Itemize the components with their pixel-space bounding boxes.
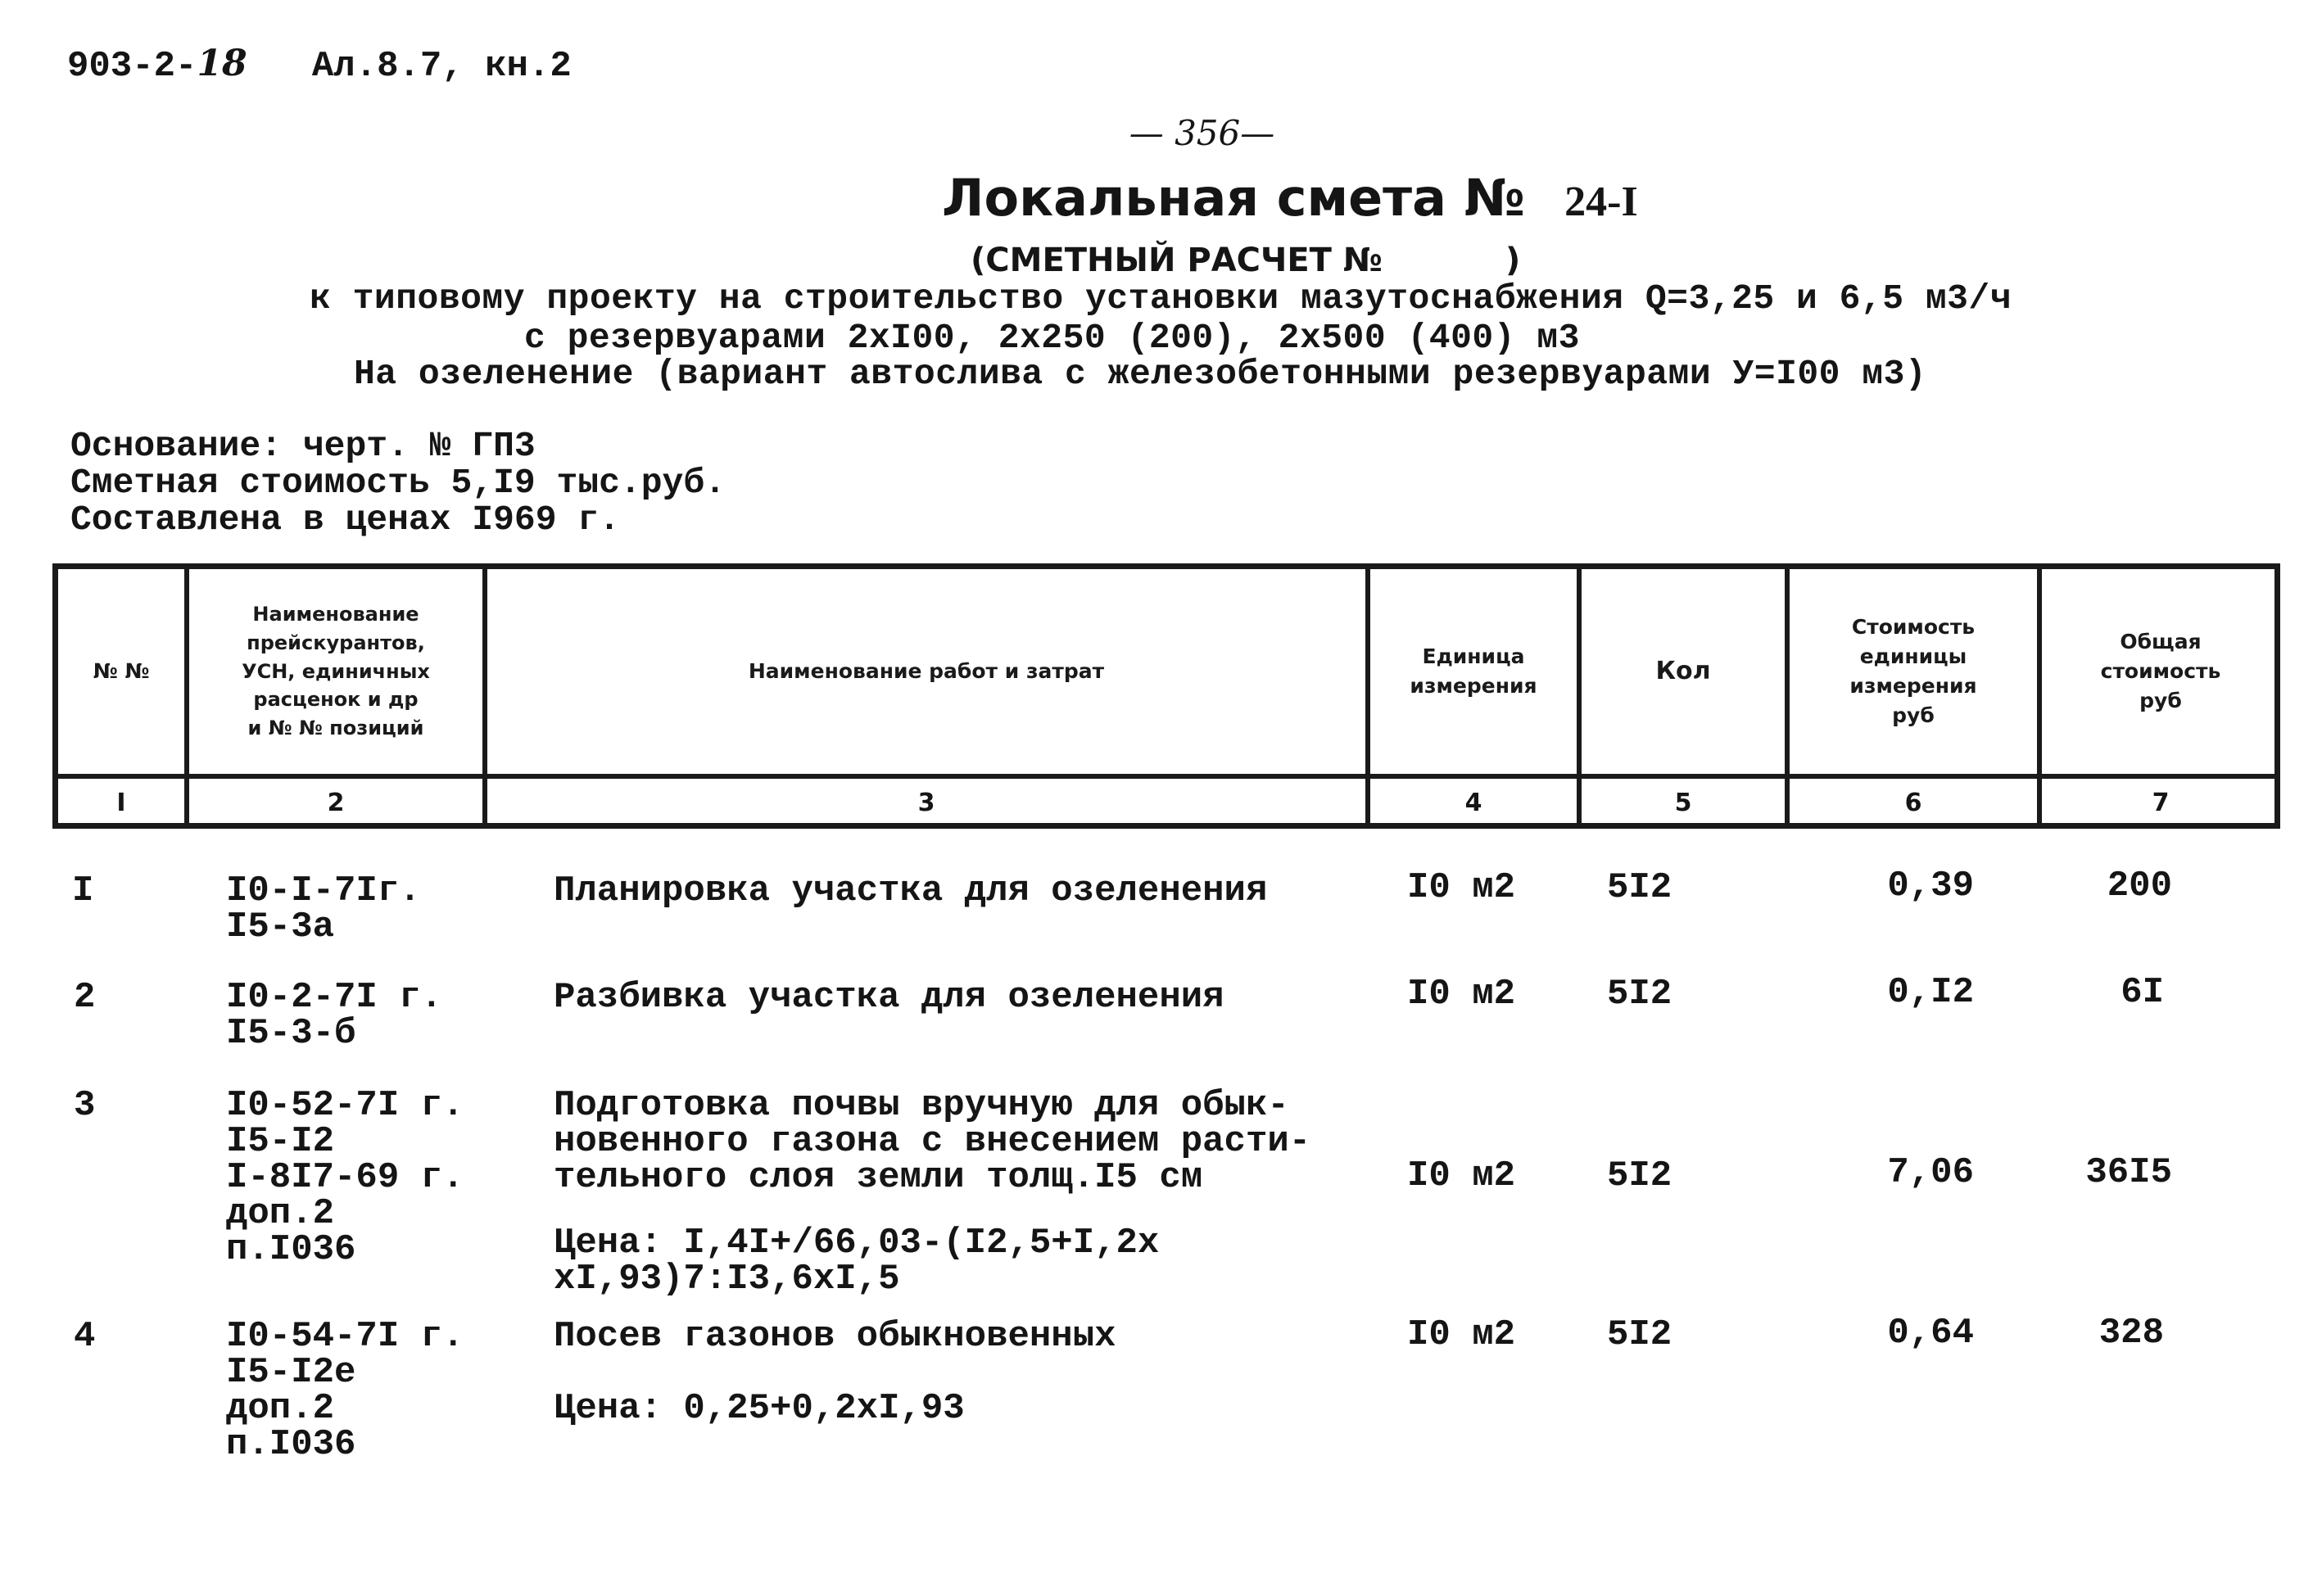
reference-line: п.I036: [226, 1424, 356, 1465]
unit: I0 м2: [1407, 1314, 1516, 1355]
work-name: Разбивка участка для озеленения: [554, 977, 1224, 1018]
quantity: 5I2: [1607, 867, 1672, 908]
unit-cost: 0,64: [1887, 1313, 1974, 1354]
reference-line: I0-52-7I г.: [226, 1085, 464, 1126]
header-unit: Единица измерения: [1410, 644, 1537, 698]
doc-code-handwritten: 18: [197, 43, 247, 84]
estimate-title: [942, 168, 1638, 228]
price-formula: [554, 1223, 1160, 1300]
column-number: 7: [2152, 788, 2170, 817]
row-number: 3: [74, 1085, 96, 1126]
estimate-number: 24-I: [1564, 179, 1638, 225]
price-formula-line: хI,93)7:I3,6хI,5: [554, 1259, 900, 1300]
work-name: Посев газонов обыкновенных: [554, 1316, 1116, 1357]
reference-line: I0-54-7I г.: [226, 1316, 464, 1357]
work-name: Планировка участка для озеленения: [554, 870, 1268, 911]
unit: I0 м2: [1407, 867, 1516, 908]
unit-cost: 0,39: [1887, 866, 1974, 907]
quantity: 5I2: [1607, 1155, 1672, 1196]
estimate-table-header: [52, 563, 2280, 829]
price-reference: [226, 1318, 464, 1463]
reference-line: I0-2-7I г.: [226, 977, 443, 1018]
unit-cost: 0,I2: [1887, 972, 1974, 1013]
column-number: 2: [327, 788, 345, 817]
doc-code-prefix: 903-2-: [67, 46, 197, 87]
quantity: 5I2: [1607, 974, 1672, 1015]
project-line-2: с резервуарами 2хI00, 2х250 (200), 2х500 (400) м3: [524, 318, 1580, 358]
work-name-line: тельного слоя земли толщ.I5 см: [554, 1157, 1203, 1198]
row-number: 4: [74, 1316, 96, 1357]
column-number: I: [116, 788, 126, 817]
price-formula-line: Цена: I,4I+/66,03-(I2,5+I,2х: [554, 1223, 1160, 1264]
column-number: 3: [917, 788, 935, 817]
column-number: 4: [1464, 788, 1482, 817]
subtitle-right: ): [1505, 242, 1521, 279]
price-reference: [226, 1087, 464, 1268]
reference-line: п.I036: [226, 1229, 356, 1270]
unit-cost: 7,06: [1887, 1152, 1974, 1193]
reference-line: I5-I2: [226, 1121, 335, 1162]
subtitle-left: (СМЕТНЫЙ РАСЧЕТ №: [971, 242, 1383, 279]
row-number: I: [72, 870, 94, 911]
header-number: № №: [93, 658, 150, 683]
header-quantity: Кол: [1655, 657, 1711, 686]
quantity: 5I2: [1607, 1314, 1672, 1355]
column-number: 5: [1674, 788, 1692, 817]
price-reference: [226, 977, 443, 1054]
reference-line: I5-3-б: [226, 1013, 356, 1054]
unit: I0 м2: [1407, 1155, 1516, 1196]
row-number: 2: [74, 977, 96, 1018]
total-cost: 6I: [2121, 972, 2164, 1013]
work-name-line: Подготовка почвы вручную для обык-: [554, 1085, 1289, 1126]
header-reference: Наименование прейскурантов, УСН, единичных расценок и др и № № позиций: [242, 603, 430, 740]
reference-line: I0-I-7Iг.: [226, 870, 421, 911]
reference-line: I5-3а: [226, 907, 335, 947]
document-code: [67, 43, 572, 87]
header-total-cost: Общая стоимость руб: [2100, 629, 2221, 713]
header-unit-cost: Стоимость единицы измерения руб: [1849, 614, 1977, 728]
header-work-name: Наименование работ и затрат: [748, 658, 1105, 683]
unit: I0 м2: [1407, 974, 1516, 1015]
title-text: Локальная смета №: [942, 168, 1526, 228]
reference-line: доп.2: [226, 1388, 335, 1429]
price-base-line: Составлена в ценах I969 г.: [70, 500, 620, 540]
total-cost: 200: [2107, 866, 2172, 907]
reference-line: доп.2: [226, 1193, 335, 1234]
price-formula: Цена: 0,25+0,2хI,93: [554, 1388, 965, 1429]
reference-line: I5-I2е: [226, 1352, 356, 1393]
total-cost: 328: [2098, 1313, 2164, 1354]
page-number: — 356—: [1129, 113, 1275, 153]
doc-code-suffix: Ал.8.7, кн.2: [311, 46, 572, 87]
basis-line: Основание: черт. № ГП3: [70, 426, 536, 466]
work-name-line: новенного газона с внесением расти-: [554, 1121, 1311, 1162]
project-line-1: к типовому проекту на строительство установки мазутоснабжения Q=3,25 и 6,5 м3/ч: [310, 278, 2012, 319]
calculation-subtitle: [971, 242, 1520, 279]
reference-line: I-8I7-69 г.: [226, 1157, 464, 1198]
estimated-cost-line: Сметная стоимость 5,I9 тыс.руб.: [70, 463, 726, 503]
work-name: [554, 1087, 1310, 1196]
price-reference: [226, 870, 421, 947]
project-line-3: На озеленение (вариант автослива с железобетонными резервуарами У=I00 м3): [354, 354, 1927, 394]
total-cost: 36I5: [2085, 1152, 2172, 1193]
column-number: 6: [1904, 788, 1922, 817]
